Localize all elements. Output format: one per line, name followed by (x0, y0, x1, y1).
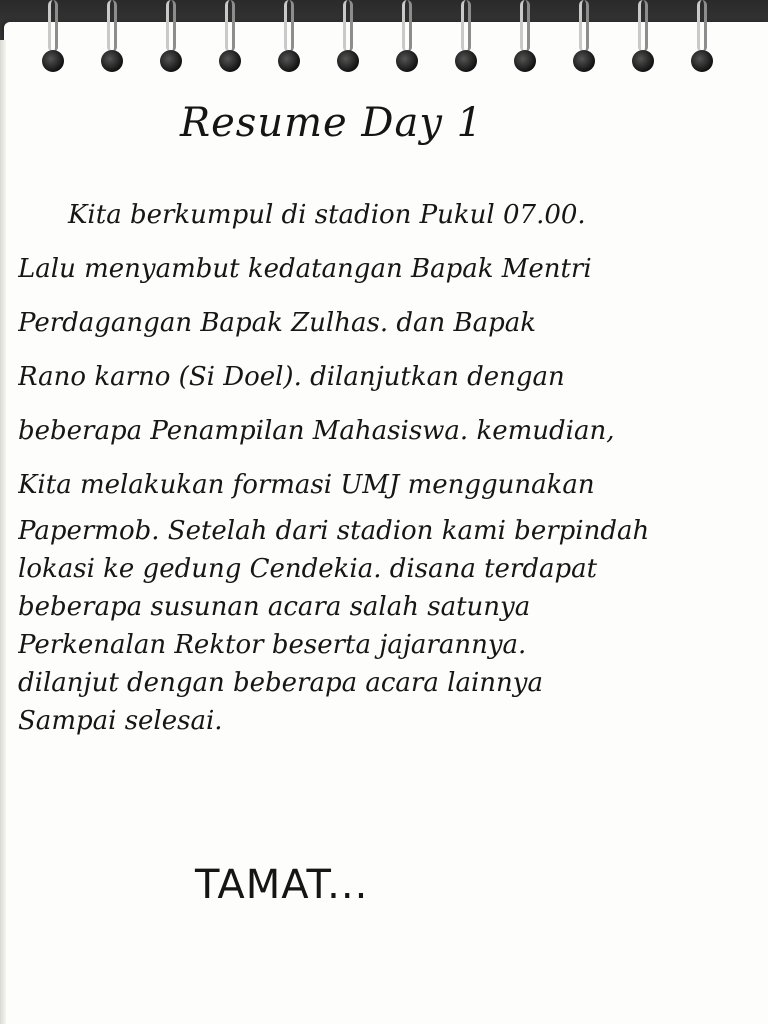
note-title: Resume Day 1 (180, 100, 484, 146)
note-line: Papermob. Setelah dari stadion kami berpindah (18, 516, 650, 546)
spiral-ring (396, 0, 418, 78)
note-line: beberapa Penampilan Mahasiswa. kemudian, (18, 416, 615, 446)
spiral-ring (691, 0, 713, 78)
note-ending: TAMAT... (195, 862, 369, 908)
spiral-ring (632, 0, 654, 78)
note-line: Kita berkumpul di stadion Pukul 07.00. (68, 200, 586, 230)
note-line: Lalu menyambut kedatangan Bapak Mentri (18, 254, 592, 284)
spiral-ring (514, 0, 536, 78)
note-line: Sampai selesai. (18, 706, 223, 736)
note-line: Perkenalan Rektor beserta jajarannya. (18, 630, 527, 660)
note-line: Rano karno (Si Doel). dilanjutkan dengan (18, 362, 565, 392)
spiral-ring (219, 0, 241, 78)
spiral-ring (101, 0, 123, 78)
spiral-ring (337, 0, 359, 78)
note-line: dilanjut dengan beberapa acara lainnya (18, 668, 543, 698)
note-line: lokasi ke gedung Cendekia. disana terdapat (18, 554, 598, 584)
spiral-ring (42, 0, 64, 78)
spiral-ring (160, 0, 182, 78)
page-stack-edge (0, 40, 6, 1024)
note-line: Perdagangan Bapak Zulhas. dan Bapak (18, 308, 537, 338)
note-line: beberapa susunan acara salah satunya (18, 592, 531, 622)
spiral-ring (573, 0, 595, 78)
note-body (18, 188, 754, 740)
spiral-binding (30, 0, 730, 80)
note-line: Kita melakukan formasi UMJ menggunakan (18, 470, 595, 500)
spiral-ring (455, 0, 477, 78)
spiral-ring (278, 0, 300, 78)
